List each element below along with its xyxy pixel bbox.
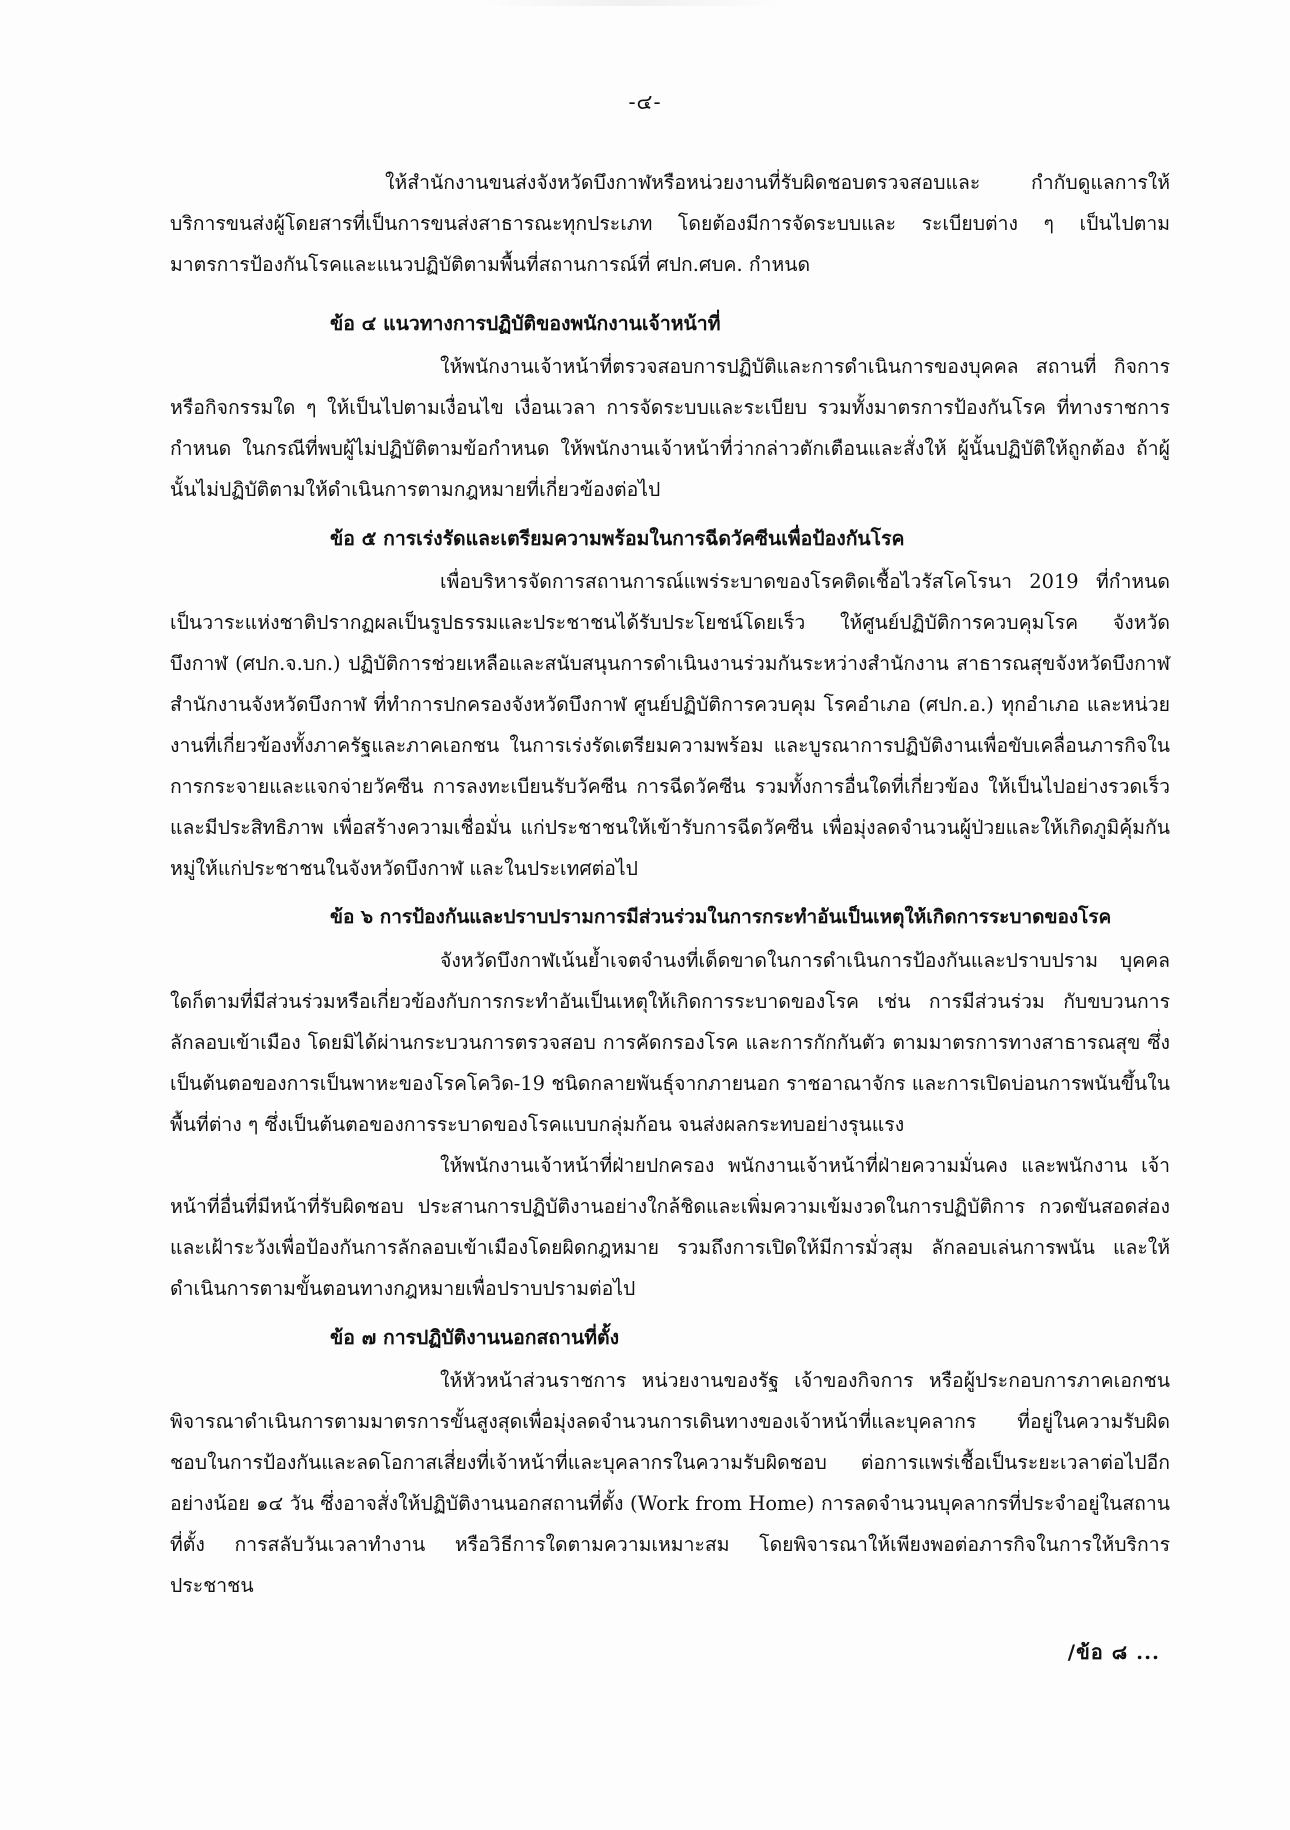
text-line: พิจารณาดำเนินการตามมาตรการขั้นสูงสุดเพื่อมุ่งลดจำนวนการเดินทางของเจ้าหน้าที่และบุคลากร [170,1410,977,1433]
text-line: บุคคลใดก็ตามที่มีส่วนร่วมหรือเกี่ยวข้องกับการกระทำอันเป็นเหตุให้เกิดการระบาดของโรค เช่น การมีส่วนร่วม [170,949,1170,1013]
text-line: ให้พนักงานเจ้าหน้าที่ตรวจสอบการปฏิบัติและการดำเนินการของบุคคล สถานที่ [440,355,1097,378]
text-line: ที่ทางราชการกำหนด ในกรณีที่พบผู้ไม่ปฏิบัติตามข้อกำหนด ให้พนักงานเจ้าหน้าที่ว่ากล่าวตักเตือนและสั่งให้ [170,396,1170,460]
document-body [170,162,1170,1606]
text-line: ผู้นั้นปฏิบัติให้ถูกต้อง ถ้าผู้นั้นไม่ปฏิบัติตามให้ดำเนินการตามกฎหมายที่เกี่ยวข้องต่อไป [170,437,1171,501]
paragraph [170,561,1170,889]
text-line: กิจการหรือกิจกรรมใด ๆ ให้เป็นไปตามเงื่อนไข เงื่อนเวลา การจัดระบบและระเบียบ รวมทั้งมาตรการป้องกันโรค [170,355,1170,419]
text-line: การลดจำนวนบุคลากรที่ประจำอยู่ในสถานที่ตั้ง การสลับวันเวลาทำงาน หรือวิธีการใดตามความเหมาะสม [170,1492,1171,1556]
text-line: ต่อการแพร่เชื้อเป็นระยะเวลาต่อไปอีกอย่างน้อย ๑๔ วัน ซึ่งอาจสั่งให้ปฏิบัติงานนอกสถานที่ตั้ง (Work from Home) [170,1451,1170,1515]
text-line: จนส่งผลกระทบอย่างรุนแรง [677,1113,905,1136]
text-line: แก่ประชาชนให้เข้ารับการฉีดวัคซีน เพื่อมุ่งลดจำนวนผู้ป่วยและให้เกิดภูมิคุ้มกันหมู่ให้แก่ประชาชนในจังหวัดบึงกาฬ [170,816,1170,880]
text-line: จังหวัดบึงกาฬ (ศปก.จ.บก.) ปฏิบัติการช่วยเหลือและสนับสนุนการดำเนินงานร่วมกันระหว่างสำนักงาน [170,611,1170,675]
page-number: -๔- [628,90,662,114]
text-line: ตามมาตรการทางสาธารณสุข ซึ่งเป็นต้นตอของการเป็นพาหะของโรคโควิด-19 ชนิดกลายพันธุ์จากภายนอก [170,1031,1170,1095]
text-line: การฉีดวัคซีน รวมทั้งการอื่นใดที่เกี่ยวข้อง ให้เป็นไปอย่างรวดเร็วและมีประสิทธิภาพ เพื่อสร้างความเชื่อมั่น [170,775,1170,839]
section-heading: ข้อ ๔ แนวทางการปฏิบัติของพนักงานเจ้าหน้าที่ [330,312,721,335]
section-heading: ข้อ ๗ การปฏิบัติงานนอกสถานที่ตั้ง [330,1326,620,1349]
text-line: โรคอำเภอ (ศปก.อ.) ทุกอำเภอ และหน่วยงานที่เกี่ยวข้องทั้งภาครัฐและภาคเอกชน ในการเร่งรัดเตรียมความพร้อม [170,693,1170,757]
section-heading: ข้อ ๖ การป้องกันและปราบปรามการมีส่วนร่วมในการกระทำอันเป็นเหตุให้เกิดการระบาดของโรค [330,906,1112,928]
paragraph [170,940,1170,1145]
text-line: สาธารณสุขจังหวัดบึงกาฬ สำนักงานจังหวัดบึงกาฬ ที่ทำการปกครองจังหวัดบึงกาฬ ศูนย์ปฏิบัติการควบคุม [170,652,1170,716]
text-line: จังหวัดบึงกาฬเน้นย้ำเจตจำนงที่เด็ดขาดในการดำเนินการป้องกันและปราบปราม [440,949,1098,972]
text-line: เจ้าหน้าที่อื่นที่มีหน้าที่รับผิดชอบ ประสานการปฏิบัติงานอย่างใกล้ชิดและเพิ่มความเข้มงวดในการปฏิบัติการ [170,1154,1170,1218]
text-line: โดยพิจารณาให้เพียงพอต่อภารกิจในการให้บริการประชาชน [170,1533,1170,1597]
text-line: และบูรณาการปฏิบัติงานเพื่อขับเคลื่อนภารกิจในการกระจายและแจกจ่ายวัคซีน การลงทะเบียนรับวัคซีน [170,734,1170,798]
text-line: กับขบวนการลักลอบเข้าเมือง โดยมิได้ผ่านกระบวนการตรวจสอบ การคัดกรองโรค และการกักกันตัว [170,990,1170,1054]
section-heading: ข้อ ๕ การเร่งรัดและเตรียมความพร้อมในการฉีดวัคซีนเพื่อป้องกันโรค [330,527,905,550]
text-line: ระเบียบต่าง ๆ เป็นไปตามมาตรการป้องกันโรคและแนวปฏิบัติตามพื้นที่สถานการณ์ที่ ศปก.ศบค. กำหนด [170,212,1170,276]
text-line: กวดขันสอดส่องและเฝ้าระวังเพื่อป้องกันการลักลอบเข้าเมืองโดยผิดกฎหมาย รวมถึงการเปิดให้มีการมั่วสุม [170,1195,1170,1259]
scan-artifact [480,0,780,6]
text-line: ให้สำนักงานขนส่งจังหวัดบึงกาฬหรือหน่วยงานที่รับผิดชอบตรวจสอบและ [385,171,981,194]
text-line: ให้พนักงานเจ้าหน้าที่ฝ่ายปกครอง พนักงานเจ้าหน้าที่ฝ่ายความมั่นคง และพนักงาน [440,1154,1128,1177]
paragraph [170,162,1170,285]
paragraph [170,346,1170,510]
text-line: เพื่อบริหารจัดการสถานการณ์แพร่ระบาดของโรคติดเชื้อไวรัสโคโรนา 2019 ที่กำหนด [440,570,1170,593]
continuation-marker: /ข้อ ๘ ... [1067,1640,1160,1664]
text-line: และในประเทศต่อไป [469,857,638,880]
paragraph [170,1360,1170,1606]
text-line: ราชอาณาจักร และการเปิดบ่อนการพนันขึ้นในพื้นที่ต่าง ๆ ซึ่งเป็นต้นตอของการระบาดของโรคแบบกลุ่มก้อน [170,1072,1170,1136]
paragraph [170,1145,1170,1309]
text-line: กำกับดูแลการให้บริการขนส่งผู้โดยสารที่เป็นการขนส่งสาธารณะทุกประเภท โดยต้องมีการจัดระบบและ [170,171,1170,235]
text-line: เป็นวาระแห่งชาติปรากฏผลเป็นรูปธรรมและประชาชนได้รับประโยชน์โดยเร็ว ให้ศูนย์ปฏิบัติการควบคุมโรค [170,611,1079,634]
text-line: ให้หัวหน้าส่วนราชการ หน่วยงานของรัฐ เจ้าของกิจการ หรือผู้ประกอบการภาคเอกชน [440,1369,1170,1392]
text-line: ลักลอบเล่นการพนัน และให้ดำเนินการตามขั้นตอนทางกฎหมายเพื่อปราบปรามต่อไป [170,1236,1170,1300]
text-line: ที่อยู่ในความรับผิดชอบในการป้องกันและลดโอกาสเสี่ยงที่เจ้าหน้าที่และบุคลากรในความรับผิดชอบ [170,1410,1170,1474]
